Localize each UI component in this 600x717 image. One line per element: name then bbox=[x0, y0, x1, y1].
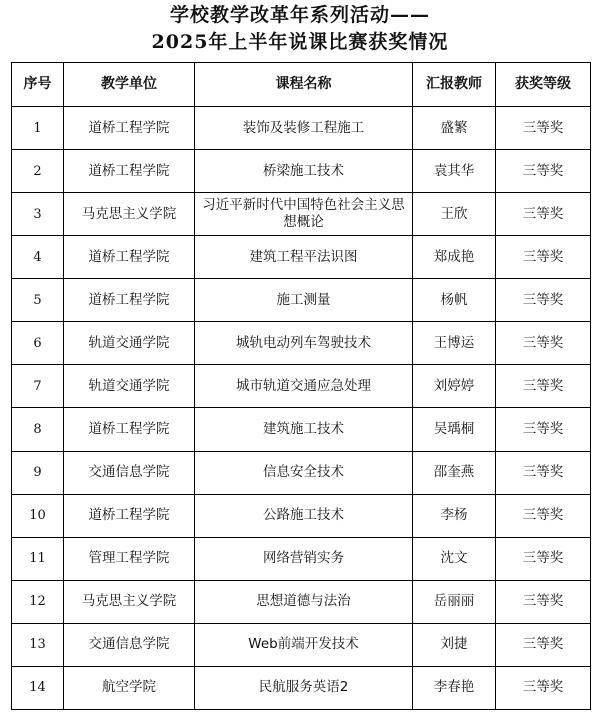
cell-award-level: 三等奖 bbox=[496, 494, 591, 537]
table-row bbox=[12, 580, 591, 623]
cell-course-name: 桥梁施工技术 bbox=[195, 150, 413, 193]
cell-course-name: 公路施工技术 bbox=[195, 494, 413, 537]
cell-teaching-unit: 管理工程学院 bbox=[64, 537, 195, 580]
awards-table bbox=[11, 62, 591, 710]
cell-course-name: 习近平新时代中国特色社会主义思想概论 bbox=[195, 193, 413, 236]
table-row bbox=[12, 236, 591, 279]
cell-serial-number: 2 bbox=[12, 150, 64, 193]
cell-teaching-unit: 轨道交通学院 bbox=[64, 322, 195, 365]
cell-presenting-teacher: 刘婷婷 bbox=[413, 365, 496, 408]
cell-teaching-unit: 道桥工程学院 bbox=[64, 408, 195, 451]
page-title-line-2: 2025年上半年说课比赛获奖情况 bbox=[151, 31, 449, 53]
cell-award-level: 三等奖 bbox=[496, 365, 591, 408]
cell-serial-number: 1 bbox=[12, 107, 64, 150]
cell-teaching-unit: 马克思主义学院 bbox=[64, 580, 195, 623]
cell-teaching-unit: 交通信息学院 bbox=[64, 623, 195, 666]
cell-serial-number: 5 bbox=[12, 279, 64, 322]
cell-serial-number: 9 bbox=[12, 451, 64, 494]
cell-teaching-unit: 马克思主义学院 bbox=[64, 193, 195, 236]
cell-award-level: 三等奖 bbox=[496, 580, 591, 623]
cell-presenting-teacher: 邵奎燕 bbox=[413, 451, 496, 494]
table-row bbox=[12, 193, 591, 236]
cell-presenting-teacher: 吴瑀桐 bbox=[413, 408, 496, 451]
cell-award-level: 三等奖 bbox=[496, 666, 591, 709]
cell-award-level: 三等奖 bbox=[496, 279, 591, 322]
cell-award-level: 三等奖 bbox=[496, 236, 591, 279]
table-row bbox=[12, 322, 591, 365]
cell-serial-number: 8 bbox=[12, 408, 64, 451]
cell-presenting-teacher: 王欣 bbox=[413, 193, 496, 236]
cell-course-name: 城轨电动列车驾驶技术 bbox=[195, 322, 413, 365]
header-teaching-unit: 教学单位 bbox=[64, 63, 195, 107]
header-presenting-teacher: 汇报教师 bbox=[413, 63, 496, 107]
cell-teaching-unit: 道桥工程学院 bbox=[64, 150, 195, 193]
cell-presenting-teacher: 郑成艳 bbox=[413, 236, 496, 279]
page-title-line-1: 学校教学改革年系列活动—— bbox=[169, 4, 430, 26]
cell-award-level: 三等奖 bbox=[496, 623, 591, 666]
table-header-row bbox=[12, 63, 591, 107]
cell-teaching-unit: 航空学院 bbox=[64, 666, 195, 709]
cell-award-level: 三等奖 bbox=[496, 451, 591, 494]
cell-teaching-unit: 道桥工程学院 bbox=[64, 494, 195, 537]
cell-serial-number: 6 bbox=[12, 322, 64, 365]
cell-presenting-teacher: 袁其华 bbox=[413, 150, 496, 193]
table-body bbox=[12, 107, 591, 710]
table-row bbox=[12, 365, 591, 408]
cell-course-name: 施工测量 bbox=[195, 279, 413, 322]
cell-presenting-teacher: 沈文 bbox=[413, 537, 496, 580]
cell-serial-number: 11 bbox=[12, 537, 64, 580]
cell-serial-number: 14 bbox=[12, 666, 64, 709]
cell-serial-number: 4 bbox=[12, 236, 64, 279]
cell-award-level: 三等奖 bbox=[496, 537, 591, 580]
table-row bbox=[12, 451, 591, 494]
cell-presenting-teacher: 杨帆 bbox=[413, 279, 496, 322]
cell-presenting-teacher: 岳丽丽 bbox=[413, 580, 496, 623]
cell-teaching-unit: 道桥工程学院 bbox=[64, 107, 195, 150]
cell-award-level: 三等奖 bbox=[496, 408, 591, 451]
cell-award-level: 三等奖 bbox=[496, 322, 591, 365]
table-row bbox=[12, 494, 591, 537]
cell-serial-number: 3 bbox=[12, 193, 64, 236]
cell-serial-number: 10 bbox=[12, 494, 64, 537]
cell-course-name: 思想道德与法治 bbox=[195, 580, 413, 623]
cell-presenting-teacher: 王博运 bbox=[413, 322, 496, 365]
cell-presenting-teacher: 李杨 bbox=[413, 494, 496, 537]
cell-award-level: 三等奖 bbox=[496, 193, 591, 236]
table-row bbox=[12, 666, 591, 709]
table-row bbox=[12, 537, 591, 580]
cell-teaching-unit: 道桥工程学院 bbox=[64, 279, 195, 322]
header-serial-number: 序号 bbox=[12, 63, 64, 107]
header-course-name: 课程名称 bbox=[195, 63, 413, 107]
cell-course-name: 网络营销实务 bbox=[195, 537, 413, 580]
cell-award-level: 三等奖 bbox=[496, 150, 591, 193]
cell-course-name: Web前端开发技术 bbox=[195, 623, 413, 666]
cell-course-name: 装饰及装修工程施工 bbox=[195, 107, 413, 150]
cell-course-name: 信息安全技术 bbox=[195, 451, 413, 494]
cell-course-name: 城市轨道交通应急处理 bbox=[195, 365, 413, 408]
cell-course-name: 建筑施工技术 bbox=[195, 408, 413, 451]
cell-teaching-unit: 轨道交通学院 bbox=[64, 365, 195, 408]
cell-teaching-unit: 交通信息学院 bbox=[64, 451, 195, 494]
cell-presenting-teacher: 盛繁 bbox=[413, 107, 496, 150]
cell-course-name: 建筑工程平法识图 bbox=[195, 236, 413, 279]
cell-serial-number: 7 bbox=[12, 365, 64, 408]
cell-serial-number: 12 bbox=[12, 580, 64, 623]
cell-teaching-unit: 道桥工程学院 bbox=[64, 236, 195, 279]
cell-award-level: 三等奖 bbox=[496, 107, 591, 150]
cell-presenting-teacher: 李春艳 bbox=[413, 666, 496, 709]
header-award-level: 获奖等级 bbox=[496, 63, 591, 107]
table-row bbox=[12, 279, 591, 322]
cell-serial-number: 13 bbox=[12, 623, 64, 666]
cell-course-name: 民航服务英语2 bbox=[195, 666, 413, 709]
cell-presenting-teacher: 刘捷 bbox=[413, 623, 496, 666]
table-row bbox=[12, 623, 591, 666]
table-row bbox=[12, 150, 591, 193]
table-row bbox=[12, 408, 591, 451]
table-row bbox=[12, 107, 591, 150]
